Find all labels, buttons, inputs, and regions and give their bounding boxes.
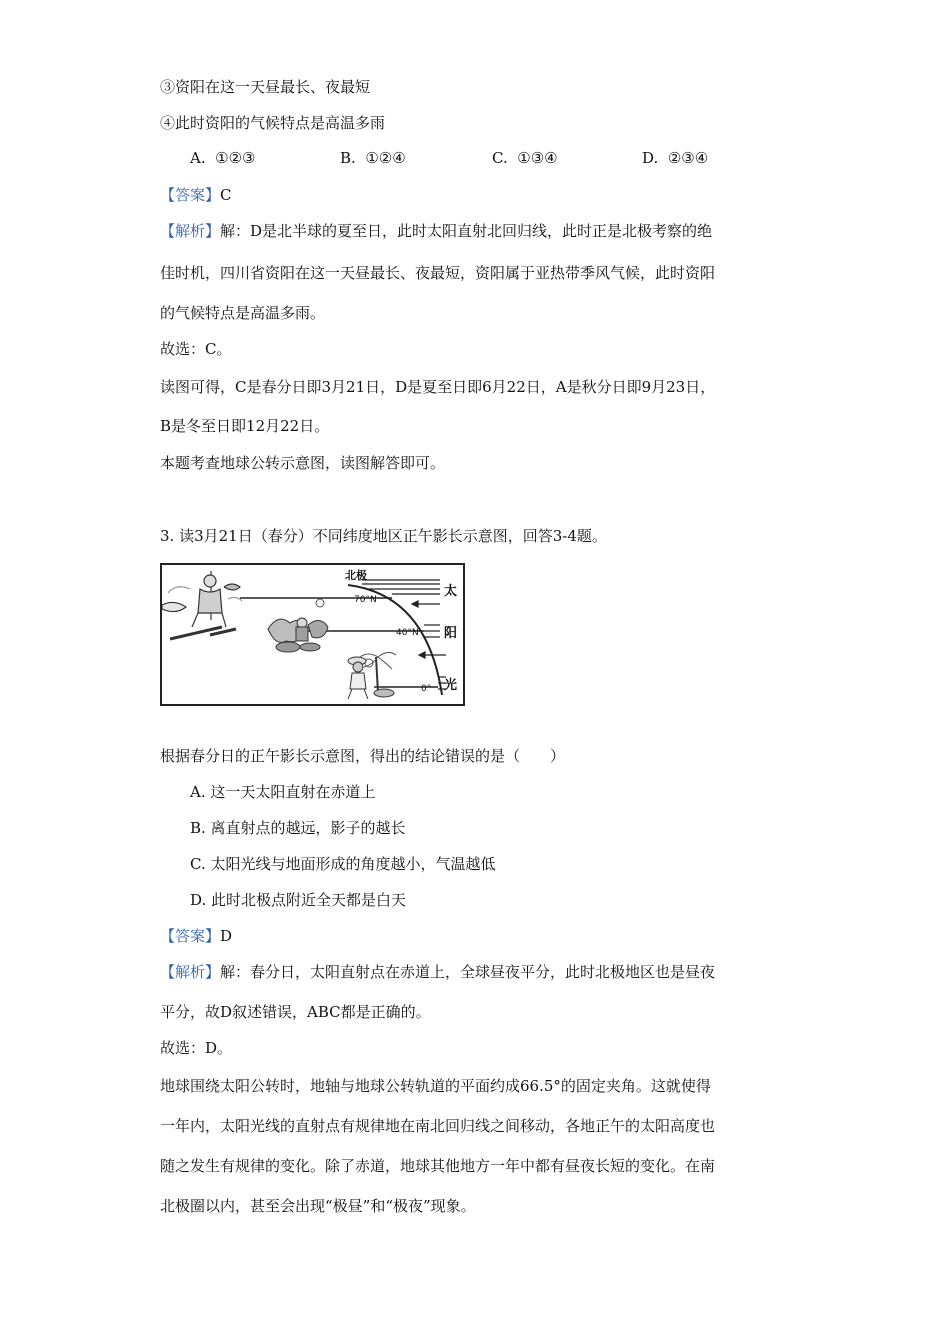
analysis-line-2: 佳时机，四川省资阳在这一天昼最长、夜最短，资阳属于亚热带季风气候，此时资阳 [160,264,716,282]
q3-option-d: D. 此时北极点附近全天都是白天 [190,891,407,909]
sun-char-1: 太 [444,584,458,599]
note-line-1: 读图可得，C是春分日即3月21日，D是夏至日即6月22日，A是秋分日即9月23日， [160,378,716,396]
question-3-stem: 3. 读3月21日（春分）不同纬度地区正午影长示意图，回答3-4题。 [160,527,607,545]
q3-answer-line: 【答案】D [160,927,233,945]
polar-person-icon [162,571,242,639]
statement-4: ④此时资阳的气候特点是高温多雨 [160,114,386,132]
analysis-line-1: 【解析】解：D是北半球的夏至日，此时太阳直射北回归线，此时正是北极考察的绝 [160,222,713,240]
north-pole-label: 北极 [345,569,367,582]
q3-note-line-3: 随之发生有规律的变化。除了赤道，地球其他地方一年中都有昼夜长短的变化。在南 [160,1157,716,1175]
options-row [190,149,750,169]
q3-note-line-2: 一年内，太阳光线的直射点有规律地在南北回归线之间移动，各地正午的太阳高度也 [160,1117,716,1135]
q3-option-a: A. 这一天太阳直射在赤道上 [190,783,376,801]
equator-person-icon [348,652,396,699]
q3-analysis-line-2: 平分，故D叙述错误，ABC都是正确的。 [160,1003,431,1021]
option-a: A. ①②③ [190,149,256,167]
lat-0-label: 0° [421,684,432,694]
sun-char-3: 光 [444,678,458,693]
mid-latitude-person-icon [268,618,328,652]
option-c: C. ①③④ [492,149,558,167]
choose-line: 故选：C。 [160,340,232,358]
q3-note-line-4: 北极圈以内，甚至会出现“极昼”和“极夜”现象。 [160,1197,476,1215]
q3-option-b: B. 离直射点的越远，影子的越长 [190,819,406,837]
q3-option-c: C. 太阳光线与地面形成的角度越小，气温越低 [190,855,496,873]
option-d: D. ②③④ [642,149,709,167]
note-line-3: 本题考查地球公转示意图，读图解答即可。 [160,454,446,472]
analysis-line-3: 的气候特点是高温多雨。 [160,304,326,322]
note-line-2: B是冬至日即12月22日。 [160,417,330,435]
noon-shadow-figure [160,563,465,706]
q3-note-line-1: 地球围绕太阳公转时，地轴与地球公转轨道的平面约成66.5°的固定夹角。这就使得 [160,1077,711,1095]
lat-70-label: 70°N [354,595,377,605]
sun-char-2: 阳 [444,626,458,641]
lat-40-label: 40°N [396,628,419,638]
q3-analysis-line-1: 【解析】解：春分日，太阳直射点在赤道上，全球昼夜平分，此时北极地区也是昼夜 [160,963,716,981]
question-3-text: 根据春分日的正午影长示意图，得出的结论错误的是（ ） [160,747,566,765]
option-b: B. ①②④ [340,149,406,167]
answer-line: 【答案】C [160,186,232,204]
q3-choose-line: 故选：D。 [160,1039,233,1057]
statement-3: ③资阳在这一天昼最长、夜最短 [160,78,371,96]
